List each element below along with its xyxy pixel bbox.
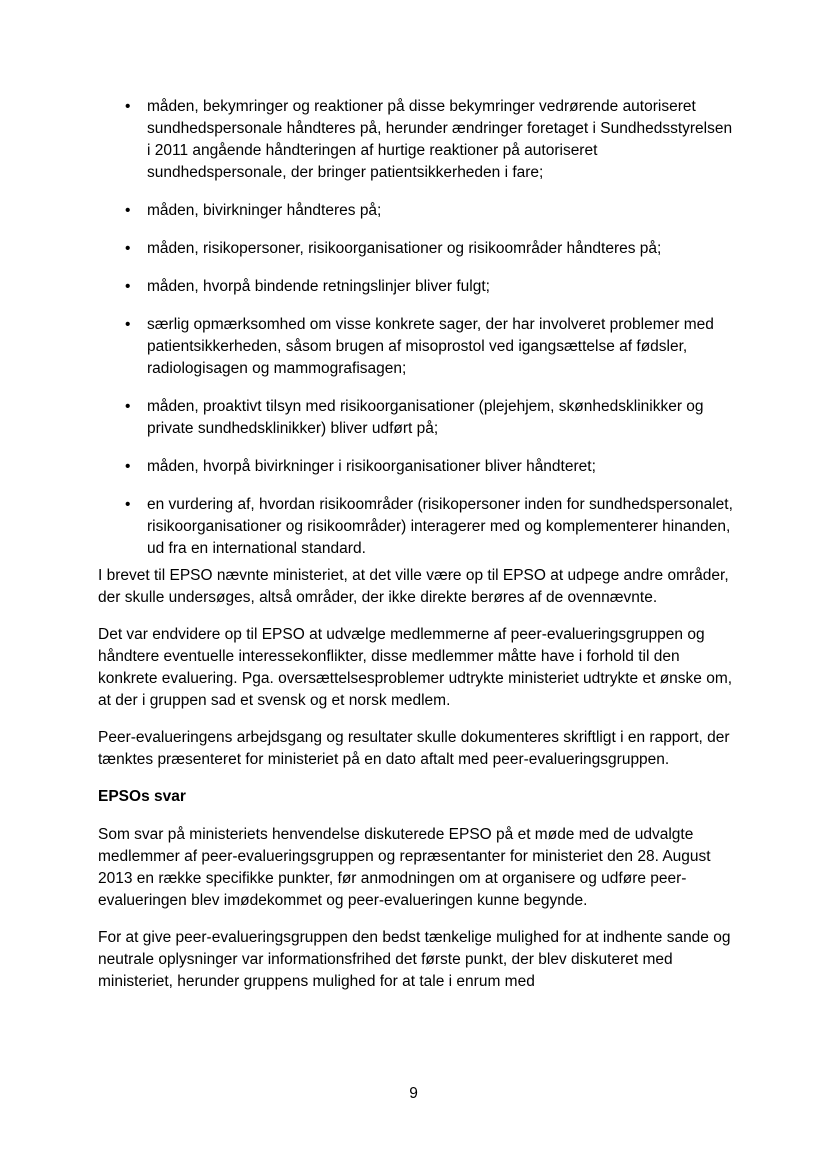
section-heading: EPSOs svar	[98, 788, 186, 805]
bullet-dot: •	[125, 458, 131, 475]
bullet-dot: •	[125, 316, 131, 333]
list-item	[98, 494, 738, 560]
page-number: 9	[409, 1085, 418, 1102]
list-item-text: måden, hvorpå bivirkninger i risikoorganisationer bliver håndteret;	[147, 458, 596, 475]
list-item	[98, 276, 738, 298]
list-item-text: måden, hvorpå bindende retningslinjer bliver fulgt;	[147, 278, 490, 295]
paragraph-epso-areas: I brevet til EPSO nævnte ministeriet, at det ville være op til EPSO at udpege andre områder, der skulle undersøges, altså områder, der ikke direkte berøres af de ovennævnte.	[98, 567, 729, 606]
list-item	[98, 200, 738, 222]
bullet-list	[98, 96, 738, 560]
list-item	[98, 238, 738, 260]
list-item-text: måden, proaktivt tilsyn med risikoorganisationer (plejehjem, skønhedsklinikker og private sundhedsklinikker) bliver udført på;	[147, 398, 704, 437]
list-item-text: en vurdering af, hvordan risikoområder (risikopersoner inden for sundhedspersonalet, risikoorganisationer og risikoområder) interagerer med og komplementerer hinanden, ud fra en international standard.	[147, 496, 733, 557]
list-item-text: måden, risikopersoner, risikoorganisationer og risikoområder håndteres på;	[147, 240, 662, 257]
list-item	[98, 396, 738, 440]
bullet-dot: •	[125, 240, 131, 257]
bullet-dot: •	[125, 202, 131, 219]
paragraph-epso-response: Som svar på ministeriets henvendelse diskuterede EPSO på et møde med de udvalgte medlemmer af peer-evalueringsgruppen og repræsentanter for ministeriet den 28. August 2013 en række specifikke punkter, før anmodningen om at organisere og udføre peer-evalueringen blev imødekommet og peer-evalueringen kunne begynde.	[98, 826, 711, 909]
paragraph-information-freedom: For at give peer-evalueringsgruppen den bedst tænkelige mulighed for at indhente sande og neutrale oplysninger var informationsfrihed det første punkt, der blev diskuteret med ministeriet, herunder gruppens mulighed for at tale i enrum med	[98, 929, 731, 990]
list-item-text: måden, bekymringer og reaktioner på disse bekymringer vedrørende autoriseret sundhedspersonale håndteres på, herunder ændringer foretaget i Sundhedsstyrelsen i 2011 angående håndteringen af hurtige reaktioner på autoriseret sundhedspersonale, der bringer patientsikkerheden i fare;	[147, 98, 733, 181]
paragraph-report: Peer-evalueringens arbejdsgang og resultater skulle dokumenteres skriftligt i en rapport, der tænktes præsenteret for ministeriet på en dato aftalt med peer-evalueringsgruppen.	[98, 729, 730, 768]
list-item	[98, 96, 738, 184]
bullet-dot: •	[125, 278, 131, 295]
document-body	[98, 96, 738, 1008]
bullet-dot: •	[125, 98, 131, 115]
bullet-dot: •	[125, 496, 131, 513]
list-item-text: særlig opmærksomhed om visse konkrete sager, der har involveret problemer med patientsikkerheden, såsom brugen af misoprostol ved igangsættelse af fødsler, radiologisagen og mammografisagen;	[147, 316, 714, 377]
paragraph-group-members: Det var endvidere op til EPSO at udvælge medlemmerne af peer-evalueringsgruppen og håndtere eventuelle interessekonflikter, disse medlemmer måtte have i forhold til den konkrete evaluering. Pga. oversættelsesproblemer udtrykte ministeriet udtrykte et ønske om, at der i gruppen sad et svensk og et norsk medlem.	[98, 626, 733, 709]
list-item	[98, 456, 738, 478]
bullet-dot: •	[125, 398, 131, 415]
list-item	[98, 314, 738, 380]
list-item-text: måden, bivirkninger håndteres på;	[147, 202, 382, 219]
